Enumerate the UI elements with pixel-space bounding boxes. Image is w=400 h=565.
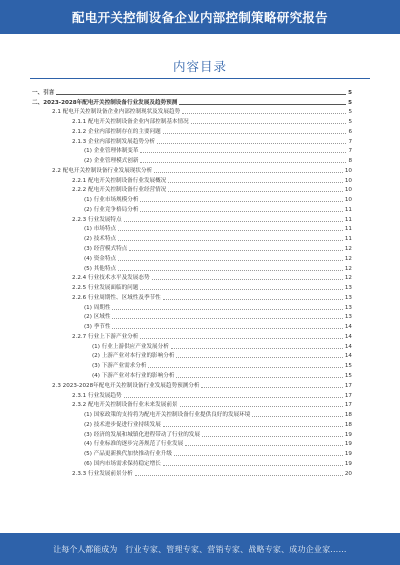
toc-leader-dots: [185, 445, 343, 446]
toc-leader-dots: [202, 436, 343, 437]
toc-leader-dots: [157, 143, 346, 144]
toc-entry-title: 2.2.4 行业技术水平及发展态势: [72, 275, 150, 282]
toc-entry-title: 二、2023-2028年配电开关控制设备行业发展及趋势预测: [32, 99, 178, 106]
report-title: 配电开关控制设备企业内部控制策略研究报告: [71, 10, 328, 25]
toc-entry[interactable]: [32, 86, 352, 96]
toc-divider: [30, 78, 370, 79]
toc-entry-title: (3) 经营模式特点: [84, 246, 128, 253]
toc-entry[interactable]: [32, 154, 352, 164]
toc-entry-title: (2) 上游产业对本行业的影响分析: [92, 353, 175, 360]
toc-entry-page: 18: [344, 412, 352, 419]
toc-leader-dots: [163, 133, 347, 134]
toc-leader-dots: [252, 416, 343, 417]
toc-entry[interactable]: [32, 164, 352, 174]
toc-entry-page: 15: [344, 363, 352, 370]
toc-leader-dots: [140, 162, 346, 163]
toc-leader-dots: [118, 230, 343, 231]
report-footer: [0, 533, 400, 565]
toc-leader-dots: [163, 426, 343, 427]
toc-entry-page: 11: [344, 236, 352, 243]
toc-entry[interactable]: [32, 467, 352, 477]
toc-leader-dots: [179, 104, 346, 105]
toc-leader-dots: [124, 221, 343, 222]
toc-entry[interactable]: [32, 115, 352, 125]
toc-entry-page: 5: [348, 119, 352, 126]
toc-leader-dots: [154, 172, 343, 173]
toc-entry-title: 2.1.2 企业内部控制存在的主要问题: [72, 128, 161, 135]
toc-entry-page: 14: [344, 333, 352, 340]
toc-leader-dots: [191, 123, 347, 124]
toc-leader-dots: [176, 357, 342, 358]
toc-leader-dots: [152, 279, 343, 280]
toc-entry[interactable]: [32, 252, 352, 262]
toc-entry[interactable]: [32, 320, 352, 330]
toc-entry-title: 2.1.1 配电开关控制设备企业内部控制基本情况: [72, 119, 189, 126]
toc-entry-page: 5: [348, 109, 352, 116]
toc-leader-dots: [112, 328, 342, 329]
footer-fields: 行业专家、管理专家、营销专家、战略专家、成功企业家……: [125, 544, 347, 554]
toc-entry-page: 10: [344, 197, 352, 204]
toc-entry-page: 11: [344, 216, 352, 223]
toc-entry-page: 7: [348, 148, 352, 155]
toc-entry-page: 5: [348, 89, 352, 96]
toc-entry-page: 12: [344, 275, 352, 282]
toc-entry[interactable]: [32, 438, 352, 448]
toc-entry-page: 10: [344, 177, 352, 184]
toc-leader-dots: [163, 465, 343, 466]
toc-leader-dots: [56, 94, 346, 95]
toc-entry[interactable]: [32, 350, 352, 360]
toc-entry[interactable]: [32, 408, 352, 418]
toc-entry-page: 19: [344, 441, 352, 448]
toc-entry[interactable]: [32, 428, 352, 438]
toc-leader-dots: [140, 338, 343, 339]
toc-entry[interactable]: [32, 125, 352, 135]
toc-entry-page: 17: [344, 402, 352, 409]
toc-entry[interactable]: [32, 223, 352, 233]
toc-entry[interactable]: [32, 291, 352, 301]
toc-entry[interactable]: [32, 330, 352, 340]
toc-entry-page: 18: [344, 421, 352, 428]
toc-entry-title: 2.2.6 行业周期性、区域性及季节性: [72, 294, 161, 301]
toc-entry-page: 14: [344, 353, 352, 360]
toc-entry[interactable]: [32, 359, 352, 369]
toc-leader-dots: [171, 348, 343, 349]
toc-entry-page: 12: [344, 255, 352, 262]
toc-entry-title: (1) 国家政策的支持将为配电开关控制设备行业提供良好的发展环境: [84, 412, 251, 419]
toc-entry[interactable]: [32, 213, 352, 223]
toc-entry[interactable]: [32, 311, 352, 321]
toc-entry-title: (5) 其他特点: [84, 265, 117, 272]
toc-leader-dots: [168, 191, 343, 192]
toc-entry-title: (3) 季节性: [84, 324, 111, 331]
toc-entry-page: 20: [344, 470, 352, 477]
toc-leader-dots: [174, 455, 343, 456]
toc-entry[interactable]: [32, 369, 352, 379]
toc-entry[interactable]: [32, 242, 352, 252]
toc-entry-page: 13: [344, 294, 352, 301]
toc-leader-dots: [140, 152, 346, 153]
toc-entry-page: 12: [344, 265, 352, 272]
toc-entry[interactable]: [32, 389, 352, 399]
toc-entry-title: 2.2.2 配电开关控制设备行业经营情况: [72, 187, 167, 194]
toc-entry[interactable]: [32, 379, 352, 389]
toc-leader-dots: [140, 289, 343, 290]
toc-leader-dots: [118, 270, 343, 271]
table-of-contents: [32, 86, 352, 477]
toc-leader-dots: [112, 318, 342, 319]
toc-entry-page: 13: [344, 314, 352, 321]
toc-entry-title: (3) 经济的发展和城镇化进程带动了行业的发展: [84, 431, 200, 438]
toc-entry-title: (2) 技术特点: [84, 236, 117, 243]
toc-entry-page: 19: [344, 460, 352, 467]
toc-entry[interactable]: [32, 184, 352, 194]
toc-leader-dots: [140, 201, 342, 202]
toc-entry-title: (4) 下游产业对本行业的影响分析: [92, 372, 175, 379]
toc-entry-title: (2) 企业管理模式创新: [84, 158, 139, 165]
toc-entry-page: 10: [344, 187, 352, 194]
toc-leader-dots: [163, 299, 343, 300]
toc-entry-title: 2.1 配电开关控制设备企业内部控制现状及发展趋势: [52, 109, 181, 116]
toc-entry[interactable]: [32, 301, 352, 311]
toc-entry[interactable]: [32, 193, 352, 203]
toc-entry[interactable]: [32, 174, 352, 184]
toc-entry-page: 8: [348, 158, 352, 165]
toc-entry[interactable]: [32, 232, 352, 242]
toc-entry-title: (2) 行业竞争格局分析: [84, 206, 139, 213]
toc-entry-title: 2.1.3 企业内部控制发展趋势分析: [72, 138, 156, 145]
report-header: [0, 0, 400, 34]
toc-entry[interactable]: [32, 272, 352, 282]
toc-leader-dots: [129, 250, 343, 251]
toc-entry-title: 2.3.2 配电开关控制设备行业未来发展前景: [72, 402, 178, 409]
toc-entry-page: 13: [344, 285, 352, 292]
toc-entry-title: (5) 产品更新换代加快推动行业升级: [84, 451, 173, 458]
toc-entry-title: 2.2 配电开关控制设备行业发展现状分析: [52, 167, 153, 174]
toc-leader-dots: [176, 377, 342, 378]
toc-leader-dots: [118, 240, 343, 241]
toc-entry-page: 5: [348, 99, 352, 106]
toc-entry-page: 19: [344, 451, 352, 458]
toc-entry[interactable]: [32, 399, 352, 409]
toc-entry[interactable]: [32, 145, 352, 155]
toc-entry-page: 17: [344, 392, 352, 399]
toc-entry-page: 19: [344, 431, 352, 438]
toc-entry-page: 7: [348, 138, 352, 145]
toc-entry-title: 2.2.1 配电开关控制设备行业发展概况: [72, 177, 167, 184]
toc-entry-page: 6: [348, 128, 352, 135]
toc-entry-title: 2.3.1 行业发展趋势: [72, 392, 122, 399]
toc-entry-title: (3) 下游产业需求分析: [92, 363, 147, 370]
toc-entry[interactable]: [32, 135, 352, 145]
toc-entry-page: 10: [344, 167, 352, 174]
toc-leader-dots: [140, 211, 342, 212]
toc-entry[interactable]: [32, 96, 352, 106]
toc-entry-page: 15: [344, 372, 352, 379]
toc-entry-page: 17: [344, 382, 352, 389]
toc-entry-page: 12: [344, 246, 352, 253]
toc-entry[interactable]: [32, 418, 352, 428]
toc-entry[interactable]: [32, 457, 352, 467]
toc-leader-dots: [112, 309, 342, 310]
toc-leader-dots: [182, 113, 346, 114]
toc-entry-title: (2) 区域性: [84, 314, 111, 321]
toc-entry-page: 14: [344, 343, 352, 350]
toc-entry-page: 11: [344, 226, 352, 233]
toc-entry-title: (1) 周期性: [84, 304, 111, 311]
toc-leader-dots: [124, 397, 343, 398]
toc-leader-dots: [148, 367, 342, 368]
toc-entry-page: 11: [344, 206, 352, 213]
toc-entry-title: 一、引言: [32, 89, 55, 96]
toc-leader-dots: [168, 182, 343, 183]
toc-entry-title: (1) 行业上游供应产业发展分析: [92, 343, 169, 350]
toc-entry-title: (1) 行业市场规模分析: [84, 197, 139, 204]
toc-leader-dots: [135, 475, 343, 476]
toc-entry-title: (1) 市场特点: [84, 226, 117, 233]
toc-entry-page: 14: [344, 324, 352, 331]
toc-leader-dots: [180, 406, 343, 407]
toc-entry[interactable]: [32, 340, 352, 350]
toc-entry[interactable]: [32, 281, 352, 291]
toc-entry[interactable]: [32, 106, 352, 116]
footer-slogan: 让每个人都能成为: [53, 544, 118, 554]
toc-leader-dots: [201, 387, 342, 388]
toc-heading: 内容目录: [172, 59, 227, 74]
toc-entry-page: 13: [344, 304, 352, 311]
toc-entry-title: 2.2.3 行业发展特点: [72, 216, 122, 223]
toc-entry-title: 2.2.7 行业上下游产业分析: [72, 333, 139, 340]
toc-entry-title: 2.3.3 行业发展前景分析: [72, 470, 133, 477]
toc-entry-title: (2) 技术进步促进行业持续发展: [84, 421, 161, 428]
toc-entry-title: 2.3 2023-2028年配电开关控制设备行业发展趋势预测分析: [52, 382, 200, 389]
toc-leader-dots: [118, 260, 343, 261]
toc-entry-title: (4) 资金特点: [84, 255, 117, 262]
toc-entry-title: (6) 国内市场需求保持稳定增长: [84, 460, 161, 467]
toc-entry[interactable]: [32, 447, 352, 457]
toc-entry-title: (4) 行业标准的逐步完善规范了行业发展: [84, 441, 184, 448]
toc-entry[interactable]: [32, 262, 352, 272]
toc-entry[interactable]: [32, 203, 352, 213]
toc-entry-title: 2.2.5 行业发展面临的问题: [72, 285, 139, 292]
toc-entry-title: (1) 企业管理体制变革: [84, 148, 139, 155]
